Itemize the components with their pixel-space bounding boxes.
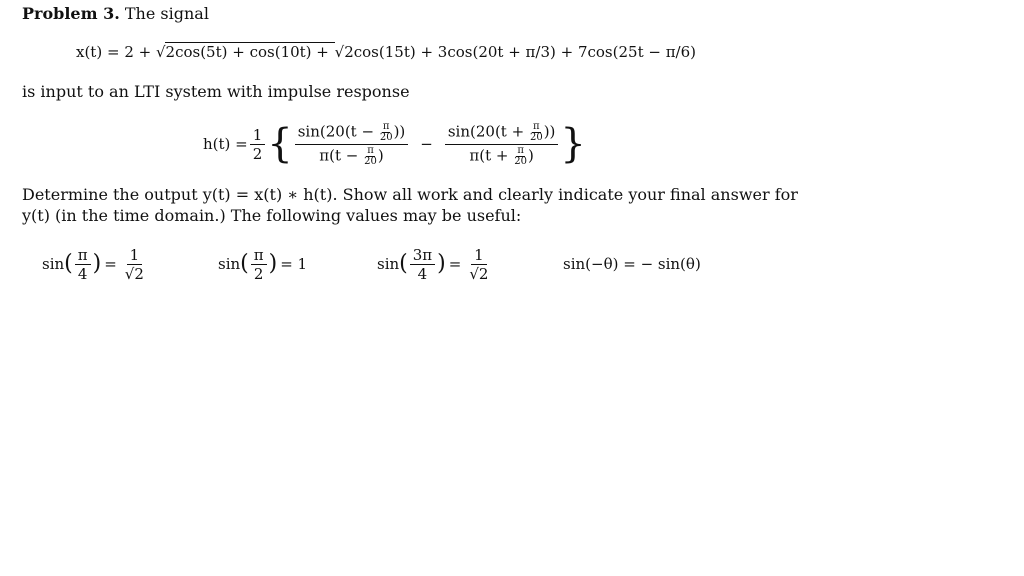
paren-open: (: [240, 251, 249, 276]
second-fraction: [445, 122, 559, 167]
pi: π: [382, 120, 390, 132]
result-fraction: [466, 247, 491, 282]
res-num: 1: [127, 247, 143, 265]
problem-label: Problem 3.: [22, 4, 120, 23]
paren-open: (: [64, 251, 73, 276]
paren-close: ): [92, 251, 102, 276]
res-num: 1: [471, 247, 487, 265]
first-num-text: sin(20(t −: [297, 122, 375, 140]
arg-den: 2: [253, 264, 264, 283]
first-denominator: [316, 145, 386, 167]
twenty: 20: [379, 131, 393, 143]
first-den-close: ): [377, 146, 384, 164]
second-den-close: ): [528, 146, 534, 164]
second-den-text: π(t +: [469, 146, 509, 164]
sqrt-symbol: √: [334, 43, 345, 61]
problem-intro: The signal: [124, 4, 209, 23]
arg-num: π: [251, 247, 267, 265]
pi: π: [533, 120, 540, 132]
signal-lhs: x(t) =: [76, 43, 120, 61]
arg-fraction: [251, 247, 267, 282]
signal-term-const: 2 +: [124, 43, 156, 61]
value-sin-odd: sin(−θ) = − sin(θ): [563, 255, 701, 273]
pi-over-20: [380, 122, 393, 143]
paren-open: (: [399, 251, 408, 276]
second-num-close: )): [543, 122, 556, 140]
sin-fn: sin: [218, 255, 241, 273]
second-numerator: [445, 122, 559, 145]
half-fraction: [250, 127, 266, 162]
half-den: 2: [252, 144, 263, 163]
first-numerator: [295, 122, 409, 145]
twenty: 20: [529, 131, 543, 143]
signal-terms-a: 2cos(5t) + cos(10t) +: [165, 43, 334, 61]
equals: =: [104, 255, 117, 273]
res-den: √2: [469, 264, 489, 283]
result: = 1: [280, 255, 308, 273]
sin-fn: sin: [42, 255, 65, 273]
result-fraction: [122, 247, 147, 282]
equals: =: [448, 255, 462, 273]
first-den-text: π(t −: [319, 146, 359, 164]
sqrt-symbol: √: [155, 43, 166, 61]
lti-sentence: is input to an LTI system with impulse response: [22, 82, 410, 101]
twenty: 20: [364, 155, 377, 167]
arg-num: π: [75, 247, 91, 265]
instructions-line-2: y(t) (in the time domain.) The following values may be useful:: [22, 206, 522, 225]
h-lhs: h(t) =: [203, 135, 248, 153]
impulse-response-equation: [203, 116, 586, 172]
right-brace: }: [560, 121, 586, 167]
paren-close: ): [437, 251, 446, 276]
half-num: 1: [250, 127, 266, 145]
first-num-close: )): [393, 122, 406, 140]
signal-equation: [76, 42, 696, 62]
pi-over-20: [514, 146, 527, 167]
first-fraction: [295, 122, 409, 167]
arg-fraction: [75, 247, 91, 282]
arg-den: 4: [417, 264, 428, 283]
pi-over-20: [364, 146, 377, 167]
arg-den: 4: [77, 264, 88, 283]
paren-close: ): [268, 251, 278, 276]
signal-terms-b: 2cos(15t) + 3cos(20t + π/3) + 7cos(25t − π/6): [344, 43, 697, 61]
instructions-line-1: Determine the output y(t) = x(t) ∗ h(t). Show all work and clearly indicate your final answer for: [22, 185, 798, 204]
res-den: √2: [124, 264, 144, 283]
arg-fraction: [410, 247, 435, 282]
left-brace: {: [267, 121, 293, 167]
pi: π: [367, 144, 374, 156]
problem-heading: [22, 4, 209, 24]
second-denominator: [466, 145, 536, 167]
value-sin-pi-2: [218, 242, 307, 286]
value-sin-3pi-4: [377, 242, 493, 286]
twenty: 20: [514, 155, 527, 167]
arg-num: 3π: [410, 247, 435, 265]
pi: π: [517, 144, 524, 156]
sin-fn: sin: [377, 255, 400, 273]
pi-over-20: [530, 122, 543, 143]
minus-sign: −: [420, 135, 433, 153]
value-sin-pi-4: [42, 242, 149, 286]
second-num-text: sin(20(t +: [447, 122, 525, 140]
